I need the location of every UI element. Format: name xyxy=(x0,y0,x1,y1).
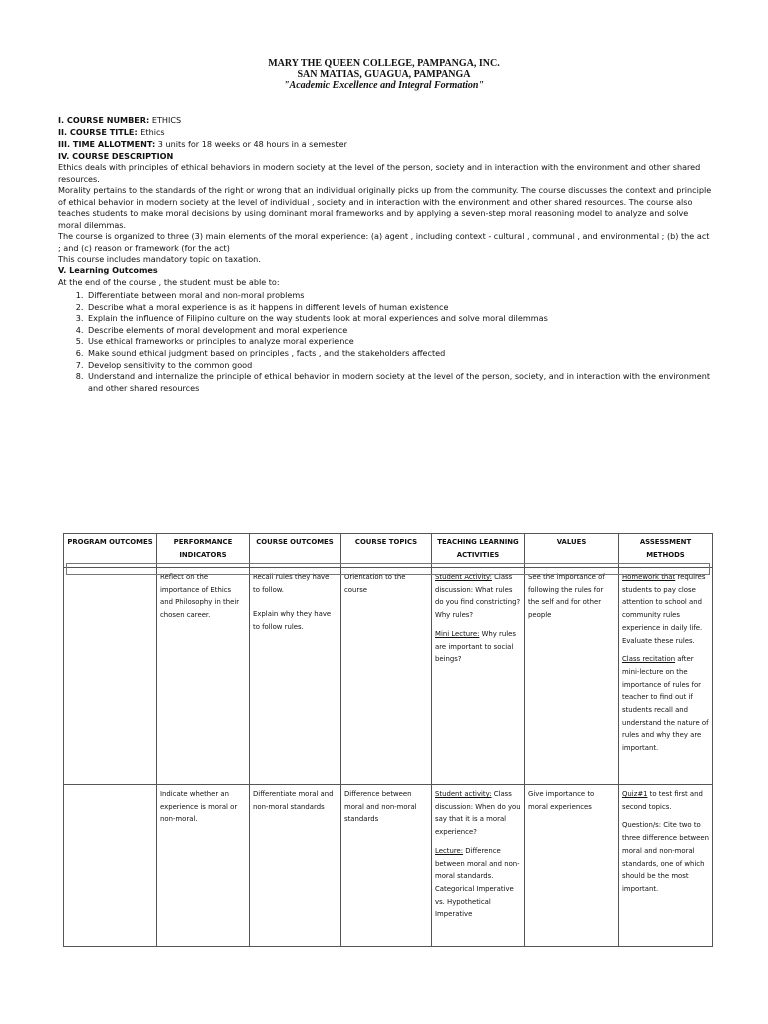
cell-text xyxy=(435,845,521,921)
list-item: 4. Describe elements of moral development and moral experience xyxy=(86,325,726,337)
header-program-outcomes: PROGRAM OUTCOMES xyxy=(64,534,157,568)
cell-program-outcomes xyxy=(64,785,157,947)
cell-teaching-learning-activities xyxy=(432,568,525,785)
course-description-label: IV. COURSE DESCRIPTION xyxy=(58,151,174,161)
learning-outcomes-intro: At the end of the course , the student must be able to: xyxy=(58,277,280,287)
cell-course-outcomes xyxy=(250,568,341,785)
cell-text xyxy=(435,571,521,622)
cell-text xyxy=(435,628,521,666)
cell-values xyxy=(525,785,619,947)
school-address: SAN MATIAS, GUAGUA, PAMPANGA xyxy=(297,69,471,80)
cell-text xyxy=(622,788,709,813)
assessment-text: requires students to pay close attention to school and community rules experience in daily life. Evaluate these rules. xyxy=(622,573,706,645)
header-assessment-methods: ASSESSMENT METHODS xyxy=(619,534,713,568)
table-header-row xyxy=(64,534,713,568)
header-values: VALUES xyxy=(525,534,619,568)
description-paragraph-2: Morality pertains to the standards of the right or wrong that an individual originally picks up from the community. The course discusses the context and principle of ethical behavior in modern society at the level of individual , society and in interaction with the environment and other shared resources. The course also teaches students to make moral decisions by using dominant moral frameworks and by applying a seven-step moral reasoning model to analyze and solve moral dilemmas. xyxy=(58,185,712,230)
cell-text xyxy=(435,788,521,839)
cell-course-topics xyxy=(341,568,432,785)
cell-assessment-methods xyxy=(619,785,713,947)
cell-text: Question/s: Cite two to three difference between moral and non-moral standards, one of which should be the most important. xyxy=(622,821,709,893)
course-number-label: I. COURSE NUMBER: xyxy=(58,115,150,125)
cell-performance-indicators xyxy=(157,568,250,785)
activity-text: Why rules are important to social beings? xyxy=(435,629,516,664)
activity-label: Mini Lecture: xyxy=(435,629,480,638)
course-title-value: Ethics xyxy=(137,127,165,137)
header-course-outcomes: COURSE OUTCOMES xyxy=(250,534,341,568)
activity-label: Student Activity: xyxy=(435,573,492,581)
list-item: 8. Understand and internalize the principle of ethical behavior in modern society at the level of the person, society, and in interaction with the environment and other shared resources xyxy=(86,371,726,394)
activity-text: Difference between moral and non-moral standards. Categorical Imperative vs. Hypothetical Imperative xyxy=(435,846,520,919)
time-allotment xyxy=(58,139,718,151)
school-name: MARY THE QUEEN COLLEGE, PAMPANGA, INC. xyxy=(268,58,500,69)
cell-program-outcomes xyxy=(64,568,157,785)
assessment-text: after mini-lecture on the importance of rules for teacher to find out if students recall and understand the nature of rules and why they are important. xyxy=(622,655,709,753)
list-item: 3. Explain the influence of Filipino culture on the way students look at moral experiences and solve moral dilemmas xyxy=(86,313,726,325)
cell-assessment-methods xyxy=(619,568,713,785)
cell-text xyxy=(622,653,709,755)
cell-teaching-learning-activities xyxy=(432,785,525,947)
header-performance-indicators: PERFORMANCE INDICATORS xyxy=(157,534,250,568)
header-course-topics: COURSE TOPICS xyxy=(341,534,432,568)
activity-label: Student activity: xyxy=(435,790,492,798)
course-description-heading xyxy=(58,151,718,163)
cell-text: Difference between moral and non-moral standards xyxy=(344,790,417,824)
activity-label: Lecture: xyxy=(435,846,464,855)
syllabus-table xyxy=(63,533,713,947)
time-allotment-value: 3 units for 18 weeks or 48 hours in a semester xyxy=(155,139,347,149)
description-paragraph-3: The course is organized to three (3) main elements of the moral experience: (a) agent , including context - cultural , communal , and environmental ; (b) the act ; and (c) reason or framework (for the act) xyxy=(58,231,710,253)
list-item: 2. Describe what a moral experience is as it happens in different levels of human existence xyxy=(86,302,726,314)
cell-values xyxy=(525,568,619,785)
cell-text: Differentiate moral and non-moral standards xyxy=(253,790,334,811)
time-allotment-label: III. TIME ALLOTMENT: xyxy=(58,139,156,149)
cell-text: Give importance to moral experiences xyxy=(528,790,595,811)
table-row xyxy=(64,568,713,785)
assessment-text: to test first and second topics. xyxy=(622,790,703,811)
course-number xyxy=(58,115,718,127)
cell-text: Reflect on the importance of Ethics and Philosophy in their chosen career. xyxy=(160,573,240,620)
activity-text: Class discussion: What rules do you find constricting? Why rules? xyxy=(435,573,521,620)
learning-outcomes-list xyxy=(72,290,726,394)
cell-performance-indicators xyxy=(157,785,250,947)
cell-text: See the importance of following the rules for the self and for other people xyxy=(528,573,605,620)
course-title-label: II. COURSE TITLE: xyxy=(58,127,138,137)
description-paragraph-1: Ethics deals with principles of ethical behaviors in modern society at the level of the person, society and in interaction with the environment and other shared resources. xyxy=(58,162,701,184)
list-item: 1. Differentiate between moral and non-moral problems xyxy=(86,290,726,302)
course-title xyxy=(58,127,718,139)
cell-text xyxy=(622,571,709,647)
cell-text: Orientation to the course xyxy=(344,573,406,594)
cell-text: Indicate whether an experience is moral or non-moral. xyxy=(160,790,238,824)
assessment-label: Quiz#1 xyxy=(622,790,648,798)
cell-text: Recall rules they have to follow. xyxy=(253,573,330,594)
course-number-value: ETHICS xyxy=(149,115,182,125)
list-item: 5. Use ethical frameworks or principles to analyze moral experience xyxy=(86,336,726,348)
assessment-label: Homework that xyxy=(622,573,676,581)
cell-course-outcomes xyxy=(250,785,341,947)
assessment-label: Class recitation xyxy=(622,655,676,664)
description-paragraph-4: This course includes mandatory topic on taxation. xyxy=(58,254,261,264)
cell-text: Explain why they have to follow rules. xyxy=(253,610,332,632)
learning-outcomes-heading xyxy=(58,265,718,277)
table-row xyxy=(64,785,713,947)
school-motto: "Academic Excellence and Integral Formation" xyxy=(284,80,484,91)
list-item: 7. Develop sensitivity to the common good xyxy=(86,360,726,372)
header-teaching-learning-activities: TEACHING LEARNING ACTIVITIES xyxy=(432,534,525,568)
list-item: 6. Make sound ethical judgment based on principles , facts , and the stakeholders affected xyxy=(86,348,726,360)
learning-outcomes-label: V. Learning Outcomes xyxy=(58,265,158,275)
cell-course-topics xyxy=(341,785,432,947)
activity-text: Class discussion: When do you say that it is a moral experience? xyxy=(435,790,521,837)
